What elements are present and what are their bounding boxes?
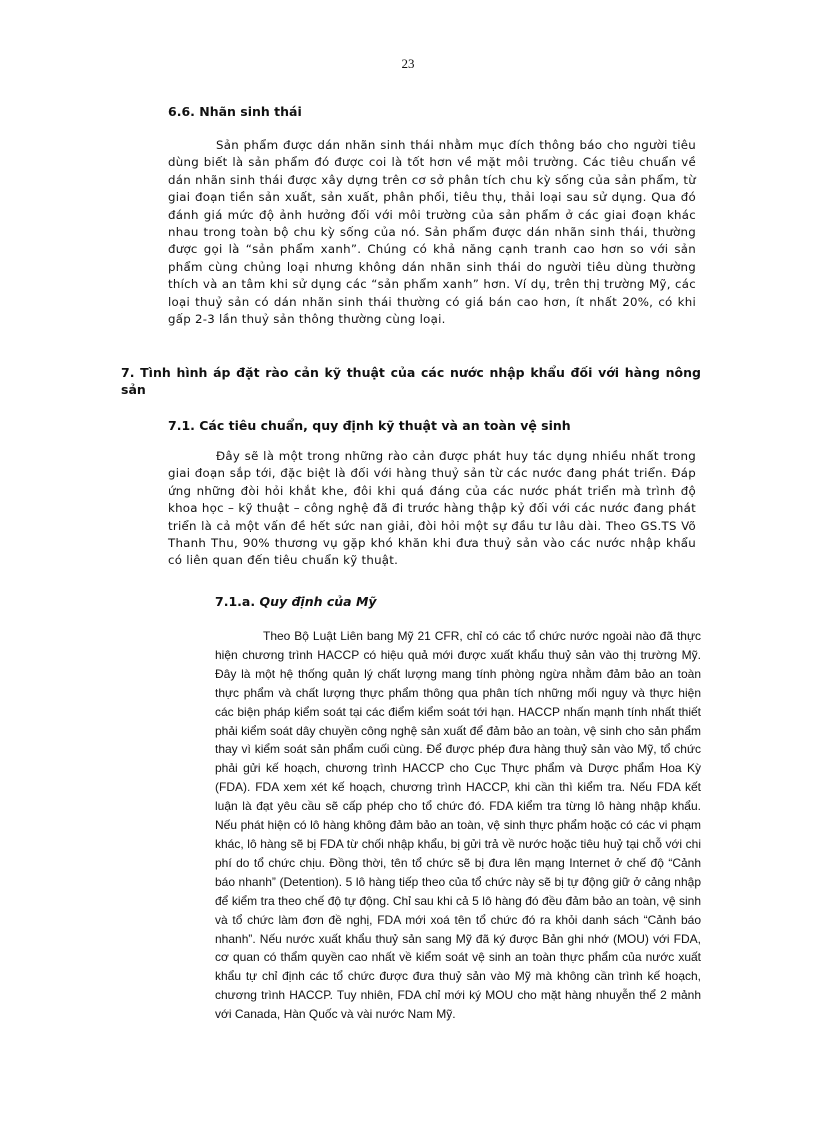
section-7-1-paragraph: Đây sẽ là một trong những rào cản được phát huy tác dụng nhiều nhất trong giai đoạn sắp tới, đặc biệt là đối với hàng thuỷ sản từ các nước đang phát triển. Đáp ứng những đòi hỏi khắt khe, đôi khi quá đáng của các nước phát triển mà trình độ khoa học – kỹ thuật – công nghệ đã đi trước hàng thập kỷ đối với các nước đang phát triển là cả một vấn đề hết sức nan giải, đòi hỏi một sự đầu tư lâu dài. Theo GS.TS Võ Thanh Thu, 90% thương vụ gặp khó khăn khi đưa thuỷ sản vào các nước nhập khẩu có liên quan đến tiêu chuẩn kỹ thuật. bbox=[168, 449, 696, 568]
section-7-1-a-title: Quy định của Mỹ bbox=[259, 594, 377, 609]
section-6-6-heading: 6.6. Nhãn sinh thái bbox=[168, 104, 302, 119]
page-number: 23 bbox=[401, 56, 415, 71]
section-7-1-a-heading bbox=[215, 594, 377, 609]
section-7-heading: 7. Tình hình áp đặt rào cản kỹ thuật của các nước nhập khẩu đối với hàng nông sản bbox=[121, 365, 701, 397]
section-7-1-heading: 7.1. Các tiêu chuẩn, quy định kỹ thuật và an toàn vệ sinh bbox=[168, 418, 571, 433]
section-6-6-paragraph: Sản phẩm được dán nhãn sinh thái nhằm mục đích thông báo cho người tiêu dùng biết là sản phẩm đó được coi là tốt hơn về mặt môi trường. Các tiêu chuẩn về dán nhãn sinh thái được xây dựng trên cơ sở phân tích chu kỳ sống của sản phẩm, từ giai đoạn tiền sản xuất, sản xuất, phân phối, tiêu thụ, thải loại sau sử dụng. Qua đó đánh giá mức độ ảnh hưởng đối với môi trường của sản phẩm ở các giai đoạn khác nhau trong toàn bộ chu kỳ sống của nó. Sản phẩm được dán nhãn sinh thái, thường được gọi là “sản phẩm xanh”. Chúng có khả năng cạnh tranh cao hơn so với sản phẩm cùng chủng loại nhưng không dán nhãn sinh thái do người tiêu dùng thường thích và an tâm khi sử dụng các “sản phẩm xanh” hơn. Ví dụ, trên thị trường Mỹ, các loại thuỷ sản có dán nhãn sinh thái thường có giá bán cao hơn, ít nhất 20%, có khi gấp 2-3 lần thuỷ sản thông thường cùng loại. bbox=[168, 138, 696, 327]
section-7-1-a-number: 7.1.a. bbox=[215, 594, 260, 609]
section-7-1-a-paragraph: Theo Bộ Luật Liên bang Mỹ 21 CFR, chỉ có các tổ chức nước ngoài nào đã thực hiện chương trình HACCP có hiệu quả mới được xuất khẩu thuỷ sản vào thị trường Mỹ. Đây là một hệ thống quản lý chất lượng mang tính phòng ngừa nhằm đảm bảo an toàn thực phẩm và chất lượng thực phẩm thông qua phân tích những mối nguy và thực hiện các biện pháp kiểm soát tại các điểm kiểm soát tới hạn. HACCP nhấn mạnh tính nhất thiết phải kiểm soát dây chuyền công nghệ sản xuất để đảm bảo an toàn, vệ sinh cho sản phẩm thay vì kiểm soát sản phẩm cuối cùng. Để được phép đưa hàng thuỷ sản vào Mỹ, tổ chức phải gửi kế hoạch, chương trình HACCP cho Cục Thực phẩm và Dược phẩm Hoa Kỳ (FDA). FDA xem xét kế hoạch, chương trình HACCP, khi cần thì kiểm tra. Nếu FDA kết luận là đạt yêu cầu sẽ cấp phép cho tổ chức đó. FDA kiểm tra từng lô hàng nhập khẩu. Nếu phát hiện có lô hàng không đảm bảo an toàn, vệ sinh thực phẩm hoặc có các vi phạm khác, lô hàng sẽ bị FDA từ chối nhập khẩu, bị gửi trả về nước hoặc tiêu huỷ tại chỗ với chi phí do tổ chức chịu. Đồng thời, tên tổ chức sẽ bị đưa lên mạng Internet ở chế độ “Cảnh báo nhanh” (Detention). 5 lô hàng tiếp theo của tổ chức này sẽ bị tự động giữ ở cảng nhập để kiểm tra theo chế độ tự động. Chỉ sau khi cả 5 lô hàng đó đều đảm bảo an toàn, vệ sinh và tổ chức làm đơn đề nghị, FDA mới xoá tên tổ chức đó ra khỏi danh sách “Cảnh báo nhanh”. Nếu nước xuất khẩu thuỷ sản sang Mỹ đã ký được Bản ghi nhớ (MOU) với FDA, cơ quan có thẩm quyền cao nhất về kiểm soát vệ sinh an toàn thực phẩm của nước xuất khẩu tự chỉ định các tổ chức được đưa thuỷ sản vào Mỹ mà không cần trình kế hoạch, chương trình HACCP. Tuy nhiên, FDA chỉ mới ký MOU cho mặt hàng nhuyễn thể 2 mảnh với Canada, Hàn Quốc và vài nước Nam Mỹ. bbox=[215, 629, 701, 1022]
